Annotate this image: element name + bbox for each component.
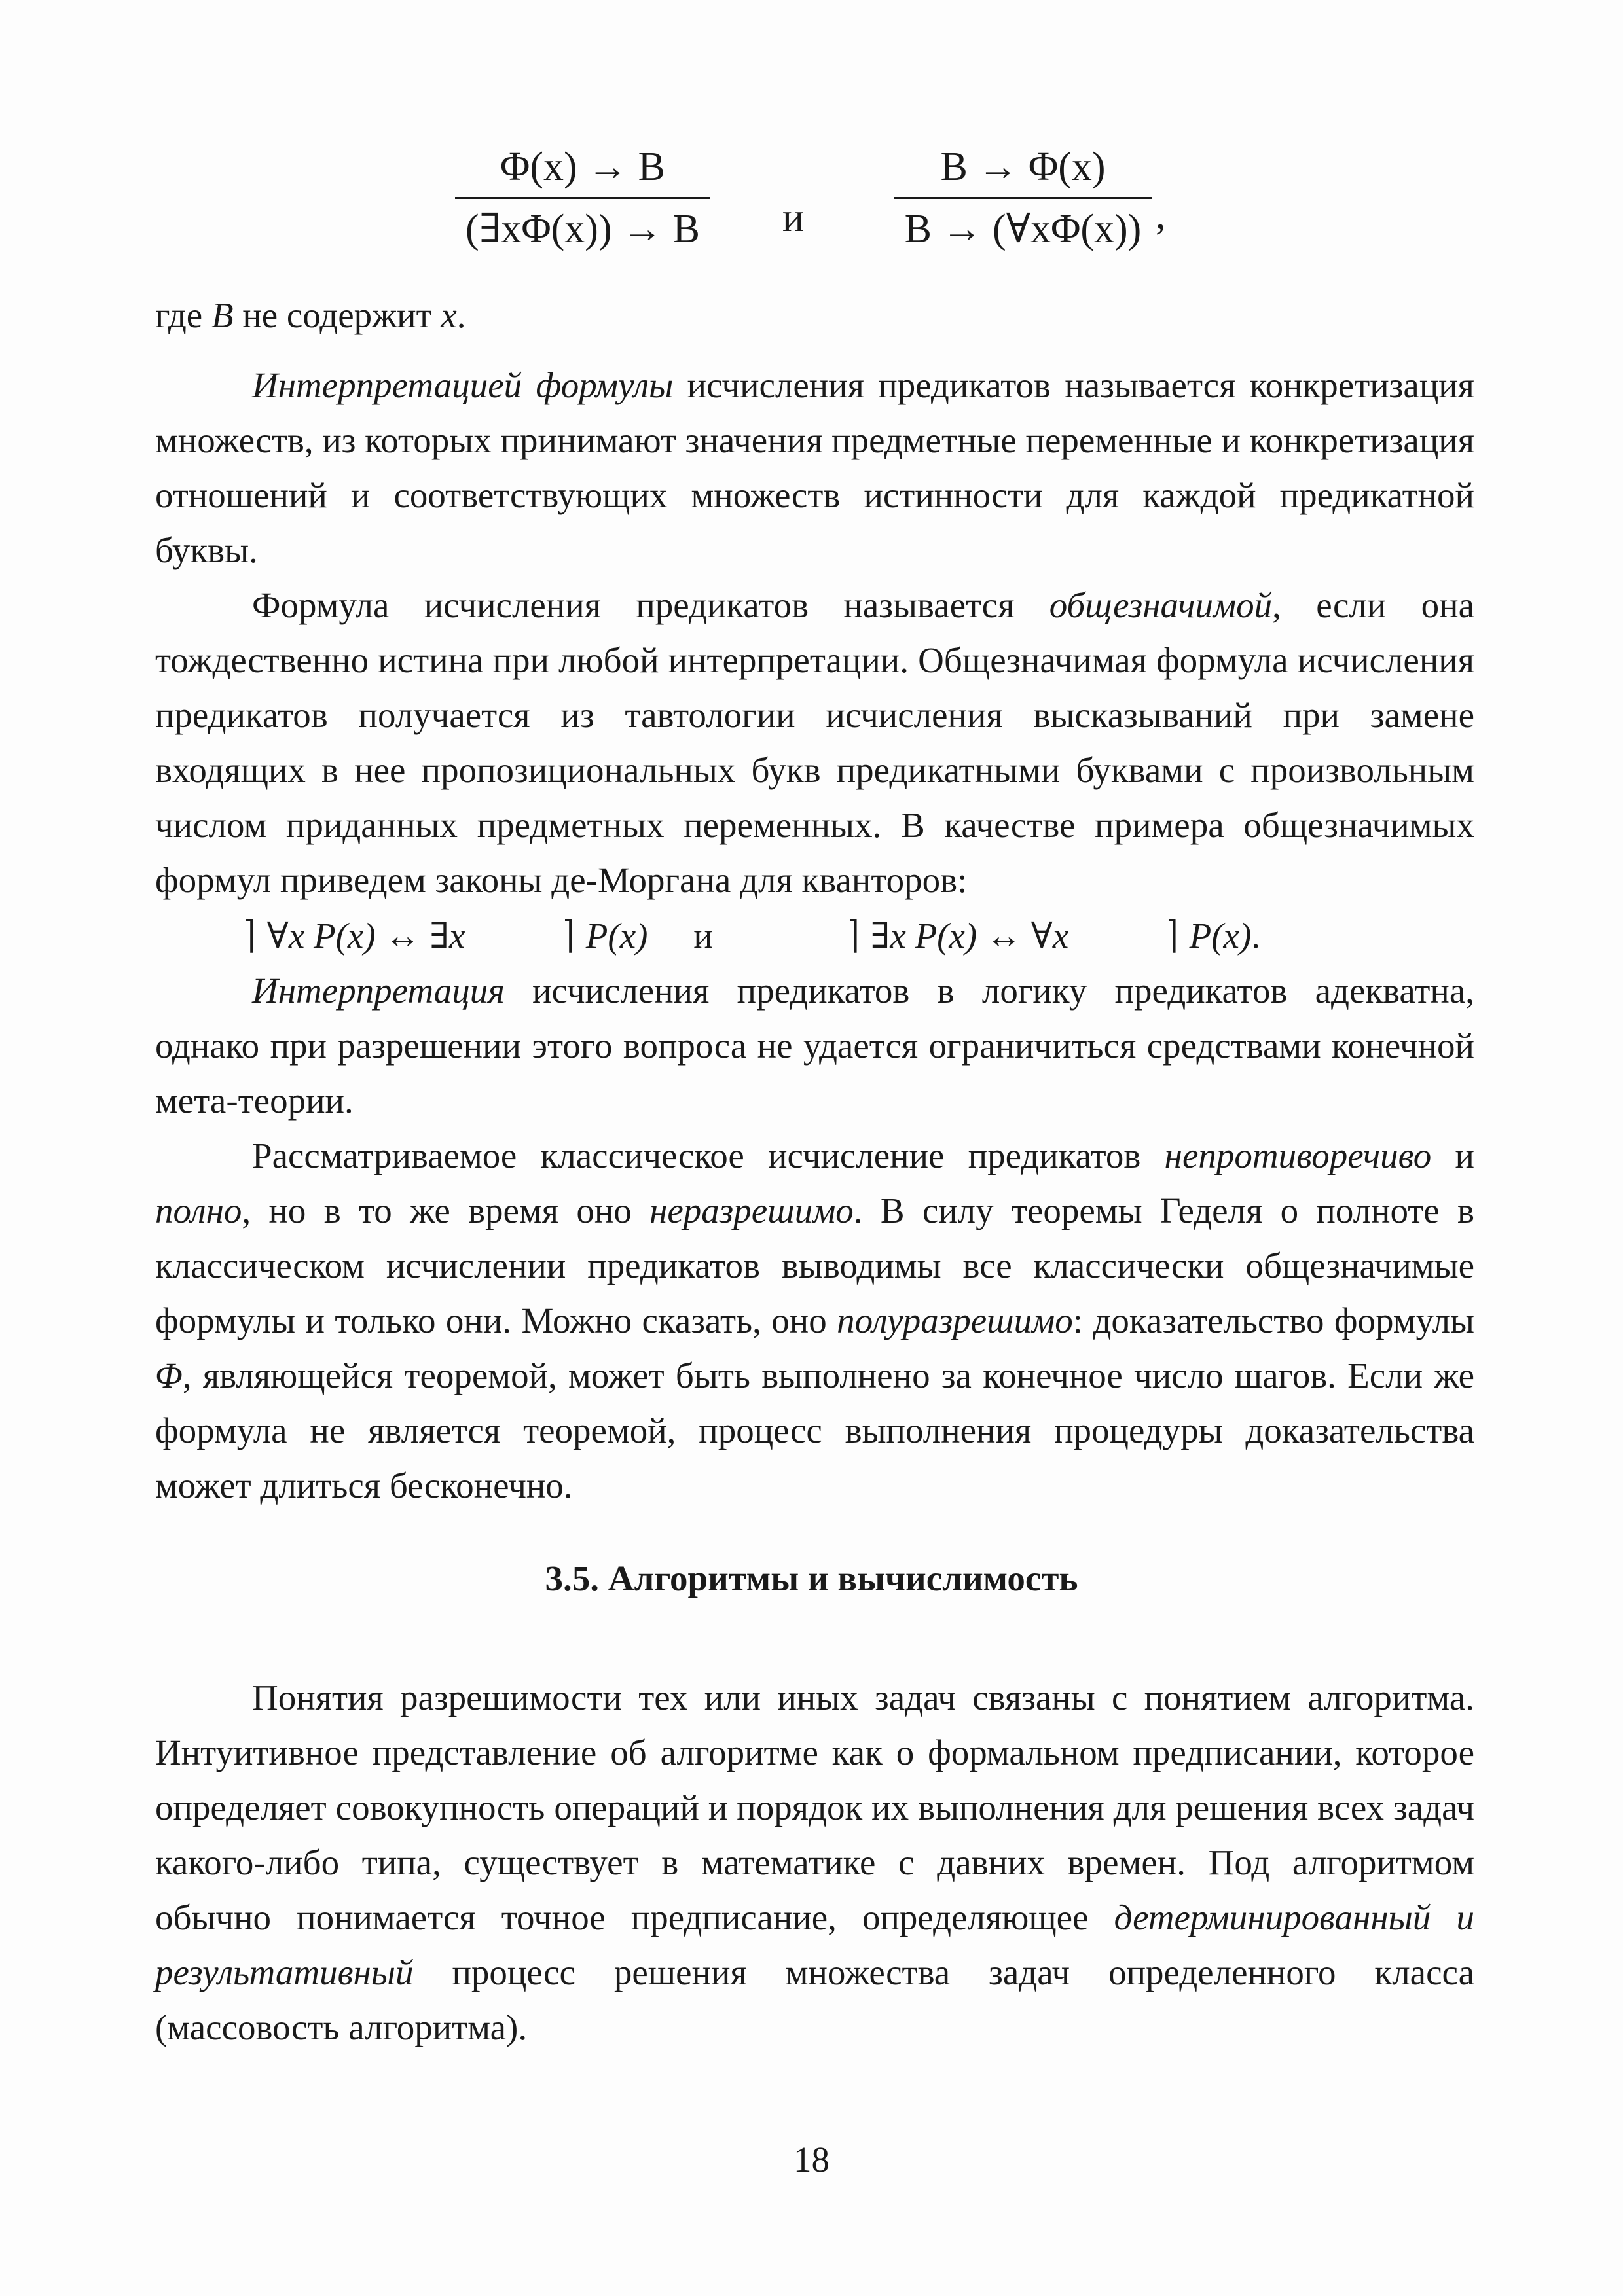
paragraph-interpretation-adequacy xyxy=(155,963,1474,1128)
term-interpretation: Интерпретацией формулы xyxy=(252,365,674,405)
term-undecidable: неразрешимо xyxy=(649,1191,854,1230)
fraction-right-denominator: B → (∀xΦ(x)) xyxy=(894,197,1152,253)
text-run: , являющейся теоремой, может быть выполнено за конечное число шагов. Если же формула не является теоремой, процесс выполнения процедуры доказательства может длиться бесконечно. xyxy=(155,1355,1474,1505)
formula-comma: , xyxy=(1156,193,1166,238)
formula-conjunction: и xyxy=(782,196,805,240)
paragraph-interpretation-definition xyxy=(155,358,1474,578)
negation-symbol: ⌉ xyxy=(1166,914,1178,956)
fraction-left xyxy=(455,144,710,253)
page-number: 18 xyxy=(793,2140,830,2179)
paragraph-where-b xyxy=(155,288,1474,343)
formula-conjunction: и xyxy=(693,916,713,956)
negation-symbol: ⌉ xyxy=(847,914,860,956)
fraction-right-numerator: B → Φ(x) xyxy=(940,145,1106,189)
paragraph-valid-formula xyxy=(155,578,1474,963)
negation-symbol: ⌉ xyxy=(562,914,575,956)
term-interpretation: Интерпретация xyxy=(252,971,505,1011)
fraction-left-numerator: Φ(x) → B xyxy=(500,145,665,189)
term-consistent: непротиворечиво xyxy=(1164,1136,1432,1175)
text-run: исчисления предикатов называется конкретизация множеств, из которых принимают значения предметные переменные и конкретизация отношений и соответствующих множеств истинности для каждой предикатной буквы. xyxy=(155,365,1474,570)
text-run: . xyxy=(1251,916,1261,956)
de-morgan-formula-2-end: P(x) xyxy=(1189,916,1252,956)
de-morgan-formula-2: ∃x P(x) ↔ ∀x xyxy=(870,916,1078,956)
variable-x: x xyxy=(441,295,457,335)
text-run: Рассматриваемое классическое исчисление предикатов xyxy=(252,1136,1165,1175)
text-run: . В силу теоремы Геделя о полноте в классическом исчислении предикатов выводимы все классически общезначимые формулы и только они. Можно сказать, оно xyxy=(155,1191,1474,1340)
text-run: Формула исчисления предикатов называется xyxy=(252,585,1049,625)
fraction-left-denominator: (∃xΦ(x)) → B xyxy=(455,197,710,253)
term-valid: общезначимой xyxy=(1049,585,1273,625)
term-deterministic-effective: детерминированный и результативный xyxy=(155,1897,1474,1992)
section-heading: 3.5. Алгоритмы и вычислимость xyxy=(545,1558,1078,1598)
text-run: исчисления предикатов в логику предикатов адекватна, однако при разрешении этого вопроса не удается ограничиться средствами конечной мета-теории. xyxy=(155,971,1474,1121)
paragraph-classical-calculus xyxy=(155,1128,1474,1513)
text-run: . xyxy=(456,295,466,335)
text-run: и xyxy=(1431,1136,1474,1175)
de-morgan-formula-1-end: P(x) xyxy=(585,916,648,956)
term-semidecidable: полуразрешимо xyxy=(837,1300,1073,1340)
de-morgan-formula-1: ∀x P(x) ↔ ∃x xyxy=(266,916,475,956)
paragraph-algorithm xyxy=(155,1670,1474,2055)
term-complete: полно xyxy=(155,1191,242,1230)
negation-symbol: ⌉ xyxy=(244,914,256,956)
text-run: где xyxy=(155,295,211,335)
text-run: Понятия разрешимости тех или иных задач связаны с понятием алгоритма. Интуитивное представление об алгоритме как о формальном предписании, которое определяет совокупность операций и порядок их выполнения для решения всех задач какого-либо типа, существует в математике с давних времен. Под алгоритмом обычно понимается точное предписание, определяющее xyxy=(155,1677,1474,1937)
fraction-right xyxy=(894,144,1152,253)
rule-formulas xyxy=(0,144,1623,275)
formula-phi: Φ xyxy=(155,1355,183,1395)
text-run: , если она тождественно истина при любой интерпретации. Общезначимая формула исчисления предикатов получается из тавтологии исчисления высказываний при замене входящих в нее пропозициональных букв предикатными буквами с произвольным числом приданных предметных переменных. В качестве примера общезначимых формул приведем законы де-Моргана для кванторов: xyxy=(155,585,1474,900)
variable-b: B xyxy=(211,295,234,335)
text-run: процесс решения множества задач определенного класса (массовость алгоритма). xyxy=(155,1952,1474,2047)
text-run: , но в то же время оно xyxy=(242,1191,650,1230)
text-run: : доказательство формулы xyxy=(1072,1300,1475,1340)
text-run: не содержит xyxy=(233,295,441,335)
